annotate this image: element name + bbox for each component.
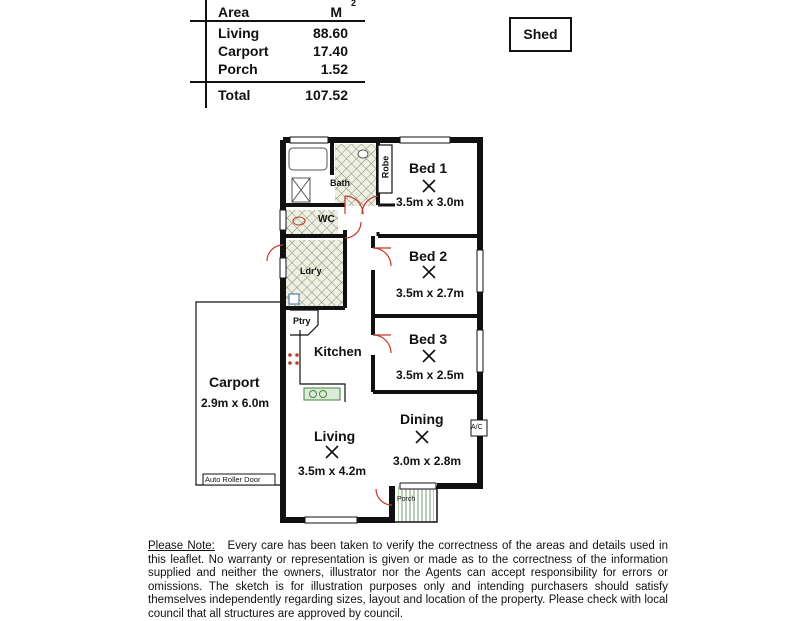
area-unit-superscript: 2: [350, 0, 356, 8]
room-label-kitchen: Kitchen: [314, 344, 362, 359]
laundry-tub-icon: [289, 294, 299, 304]
room-label-carport: Carport: [209, 374, 260, 390]
room-label-bed3: Bed 3: [409, 331, 448, 347]
area-header-label: Area: [218, 4, 250, 20]
area-total-label: Total: [218, 87, 251, 103]
room-label-bath: Bath: [330, 178, 350, 188]
room-label-porch: Porch: [397, 496, 416, 503]
bathtub-icon: [289, 148, 327, 170]
carport-outline: [196, 302, 280, 485]
room-label-laundry: Ldr'y: [300, 266, 322, 276]
room-label-bed1: Bed 1: [409, 160, 448, 176]
area-total-value: 107.52: [305, 87, 348, 103]
note-body: Every care has been taken to verify the correctness of the areas and details used in this leaflet. No warranty or representation is given or made as to the correctness of the information supplied and neither the owners, illustrator nor the Agents can accept responsibility for errors or omissions. The sketch is for illustration purposes only and intending purchasers should satisfy themselves independently regarding sizes, layout and location of the property. Please check with local council that all structures are approved by council.: [148, 540, 668, 620]
area-row-label: Carport: [218, 43, 269, 59]
area-row-label: Porch: [218, 61, 258, 77]
room-label-bed2: Bed 2: [409, 248, 448, 264]
room-label-dining: Dining: [400, 411, 444, 427]
disclaimer-note: [148, 540, 668, 621]
basin-icon: [358, 150, 368, 158]
room-size-bed2: 3.5m x 2.7m: [396, 286, 465, 300]
room-label-living: Living: [314, 428, 356, 444]
ac-label: A/C: [471, 424, 483, 431]
room-size-dining: 3.0m x 2.8m: [393, 454, 462, 468]
room-label-pantry: Ptry: [293, 316, 311, 326]
area-header-unit: M: [330, 4, 342, 20]
roller-door-label: Auto Roller Door: [205, 475, 261, 484]
shed-label: Shed: [523, 26, 558, 42]
area-row-value: 17.40: [312, 43, 348, 59]
room-label-robe: Robe: [380, 155, 391, 179]
bath-floor: [335, 144, 377, 206]
area-row-label: Living: [218, 25, 260, 41]
area-row-value: 88.60: [312, 25, 348, 41]
room-size-bed3: 3.5m x 2.5m: [396, 368, 465, 382]
room-size-carport: 2.9m x 6.0m: [201, 396, 270, 410]
room-label-wc: WC: [318, 214, 335, 225]
area-row-value: 1.52: [320, 61, 348, 77]
note-heading: Please Note:: [148, 540, 215, 552]
cooktop-icon: [288, 353, 299, 365]
porch-steps: [398, 486, 434, 522]
room-size-bed1: 3.5m x 3.0m: [396, 195, 465, 209]
room-size-living: 3.5m x 4.2m: [298, 464, 367, 478]
